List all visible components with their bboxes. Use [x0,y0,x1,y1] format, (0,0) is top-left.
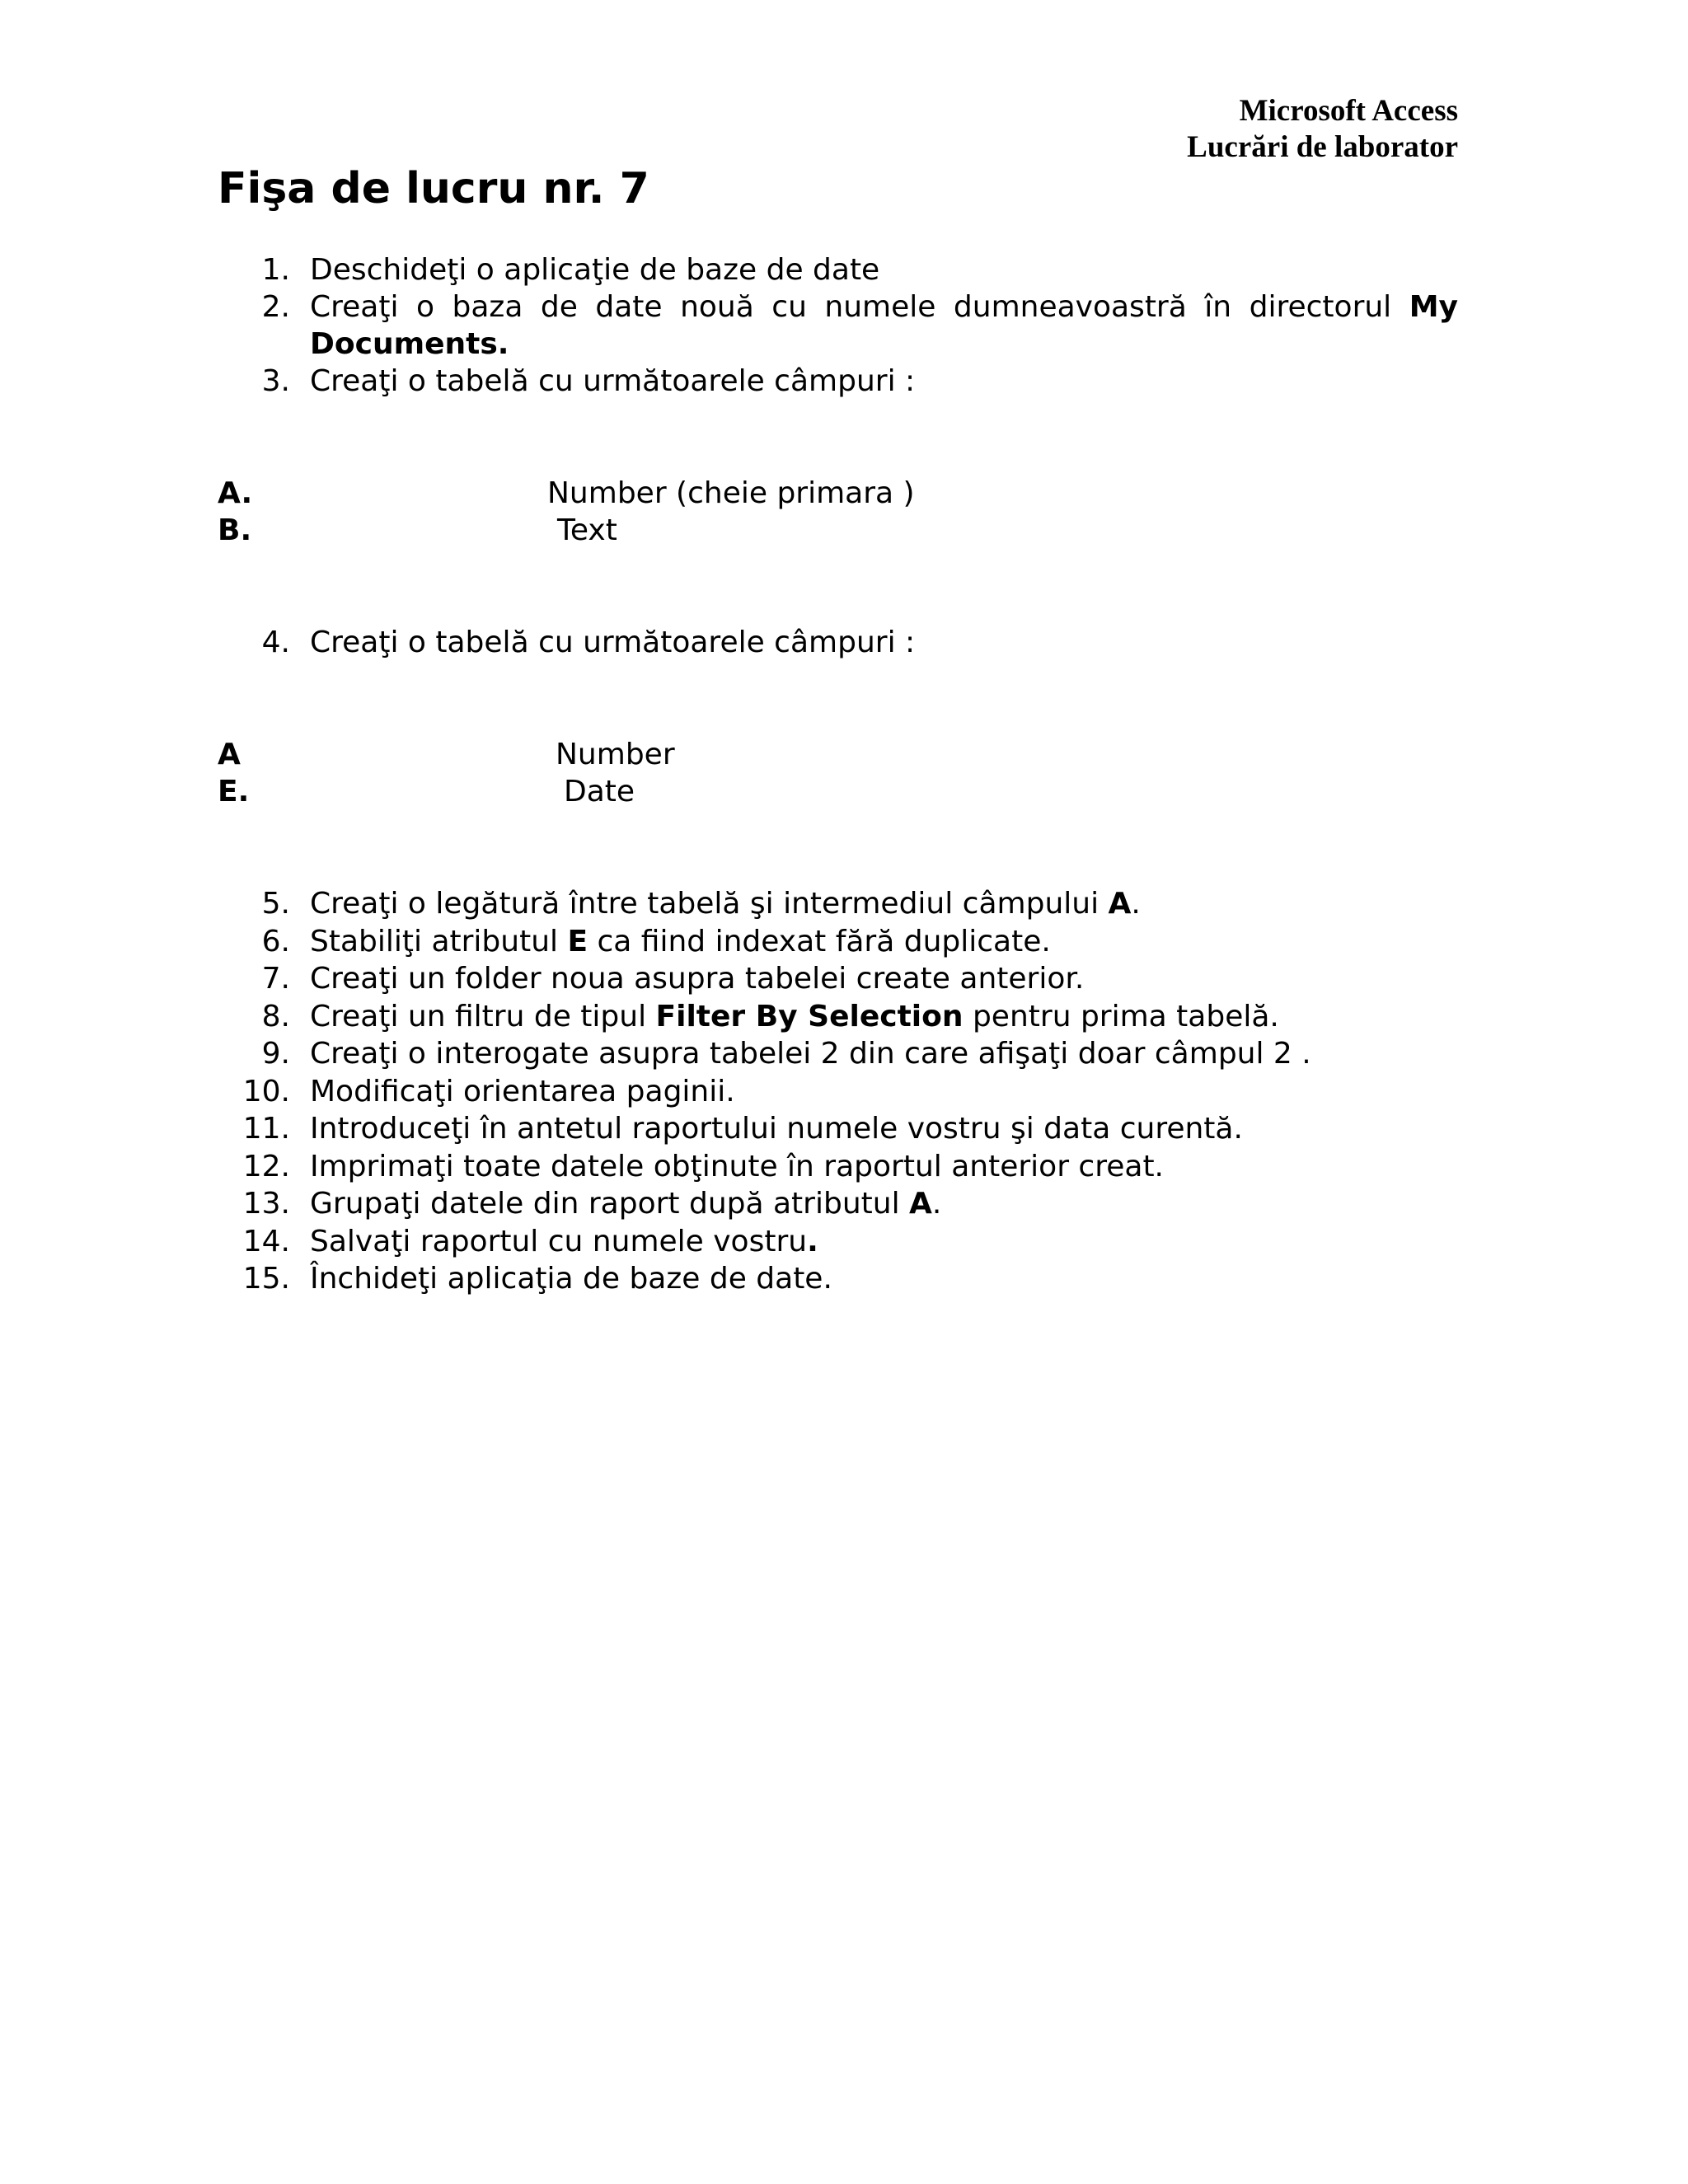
item-number: 14. [242,1224,290,1258]
item-text: Închideţi aplicaţia de baze de date. [310,1262,832,1296]
item-number: 1. [261,253,290,287]
item-text: Modificaţi orientarea paginii. [310,1074,735,1108]
item-text: Introduceţi în antetul raportului numele vostru şi data curentă. [310,1112,1243,1146]
item-text: Deschideţi o aplicaţie de baze de date [310,253,880,287]
field-label: E. [218,775,250,808]
field-label: B. [218,513,252,547]
page-title: Fişa de lucru nr. 7 [218,164,649,213]
field-type: Text [557,513,617,547]
field-type: Date [564,775,635,808]
item-bold-text: . [807,1224,818,1258]
item-text: Creaţi un filtru de tipul Filter By Selection pentru prima tabelă. [310,999,1279,1033]
item-number: 7. [261,962,290,996]
item-text: Creaţi o tabelă cu următoarele câmpuri : [310,364,916,398]
field-type: Number [556,738,675,771]
item-number: 5. [261,887,290,921]
item-number: 3. [261,364,290,398]
item-number: 9. [261,1037,290,1071]
item-text: Creaţi o legătură între tabelă şi intermediul câmpului A. [310,887,1141,921]
item-number: 11. [242,1112,290,1146]
item-bold-text: A [1108,887,1132,921]
header-line-1: Microsoft Access [1239,94,1458,128]
field-label: A [218,738,241,771]
item-text: Imprimaţi toate datele obţinute în raportul anterior creat. [310,1149,1165,1183]
item-bold-text: My [1409,290,1458,324]
field-label: A. [218,476,253,510]
item-number: 2. [261,290,290,324]
document-header [1187,93,1458,166]
header-line-2: Lucrări de laborator [1187,130,1458,164]
item-text [310,326,1458,363]
item-text: Creaţi o tabelă cu următoarele câmpuri : [310,626,916,659]
item-bold-text: Filter By Selection [655,999,964,1033]
item-text: Salvaţi raportul cu numele vostru. [310,1224,818,1258]
item-text: Grupaţi datele din raport după atributul A. [310,1187,942,1221]
item-number: 8. [261,999,290,1033]
item-number: 12. [242,1149,290,1183]
item-bold-text: A [909,1187,932,1221]
item-text: Stabiliţi atributul E ca fiind indexat fără duplicate. [310,924,1051,958]
item-number: 10. [242,1074,290,1108]
item-number: 13. [242,1187,290,1221]
item-text: Creaţi un folder noua asupra tabelei create anterior. [310,962,1085,996]
item-number: 15. [242,1262,290,1296]
item-bold-text: E [567,924,588,958]
item-number: 6. [261,924,290,958]
item-number: 4. [261,626,290,659]
item-bold-text: Documents. [310,327,509,361]
field-type: Number (cheie primara ) [547,476,915,510]
item-text: Creaţi o interogate asupra tabelei 2 din care afişaţi doar câmpul 2 . [310,1037,1311,1071]
item-text: Creaţi o baza de date nouă cu numele dumneavoastră în directorul My [310,290,1458,324]
